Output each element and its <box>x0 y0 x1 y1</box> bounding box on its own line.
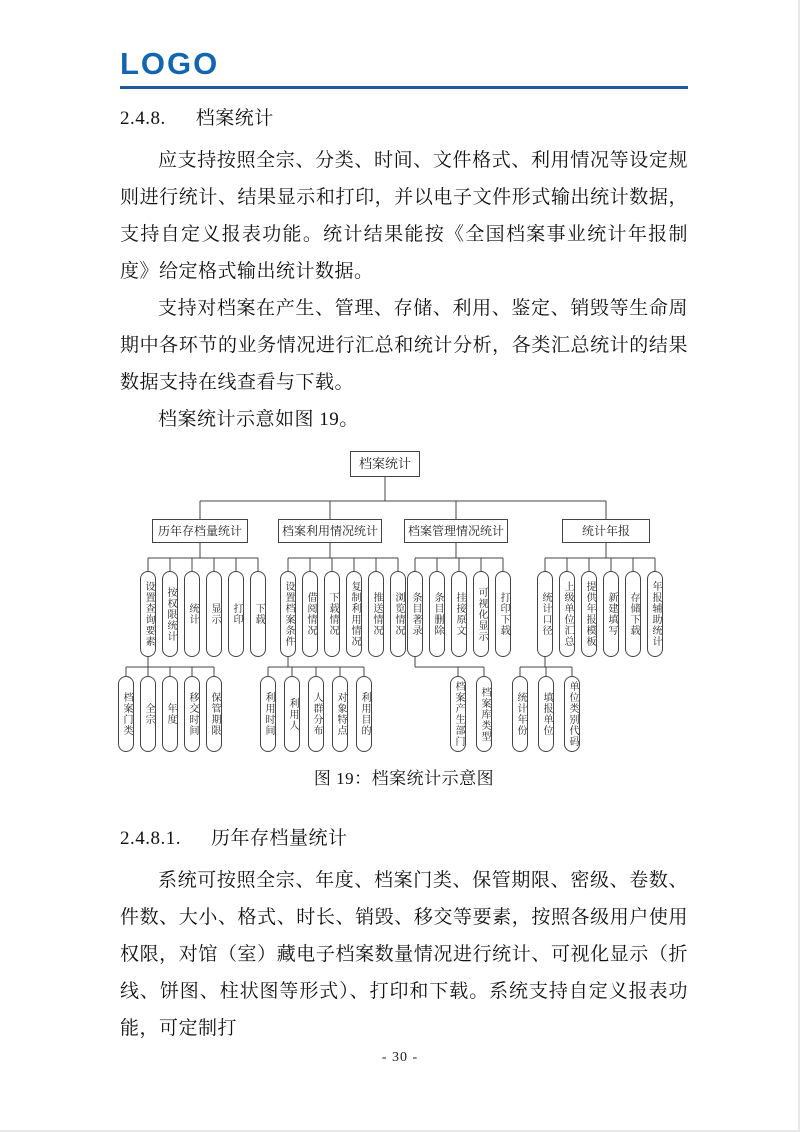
diagram-leaf-node: 统计口径 <box>537 571 553 657</box>
diagram-subleaf-node: 移交时间 <box>184 676 200 752</box>
diagram-leaf-node: 打印下载 <box>495 571 511 657</box>
diagram-leaf-node: 设置档案条件 <box>280 571 296 657</box>
diagram-subleaf-node: 利用目的 <box>356 676 372 752</box>
diagram-subleaf-node: 档案产生部门 <box>450 676 466 752</box>
diagram-subleaf-node: 人群分布 <box>308 676 324 752</box>
diagram-leaf-node: 条目删除 <box>429 571 445 657</box>
diagram-leaf-node: 新建填写 <box>603 571 619 657</box>
diagram-subleaf-node: 填报单位 <box>538 676 554 752</box>
diagram-leaf-node: 下载情况 <box>324 571 340 657</box>
page-content <box>0 46 800 1047</box>
diagram-subleaf-node: 统计年份 <box>512 676 528 752</box>
diagram-subleaf-node: 单位类别代码 <box>564 676 580 752</box>
diagram-leaf-node: 挂接原文 <box>451 571 467 657</box>
diagram-subleaf-node: 对象特点 <box>332 676 348 752</box>
diagram-leaf-node: 复制利用情况 <box>346 571 362 657</box>
diagram-leaf-node: 上级单位汇总 <box>559 571 575 657</box>
diagram-subleaf-node: 档案库类型 <box>476 676 492 752</box>
diagram-leaf-node: 提供年报模板 <box>581 571 597 657</box>
diagram-leaf-node: 显示 <box>206 571 222 657</box>
diagram-leaf-node: 设置查询要素 <box>140 571 156 657</box>
diagram-leaf-node: 可视化显示 <box>473 571 489 657</box>
diagram-branch-node: 档案利用情况统计 <box>278 519 382 543</box>
diagram-leaf-node: 按权限统计 <box>162 571 178 657</box>
section-number: 2.4.8.1. <box>120 828 181 849</box>
diagram-subleaf-node: 利用人 <box>284 676 300 752</box>
section-number: 2.4.8. <box>120 108 166 129</box>
paragraph-1: 应支持按照全宗、分类、时间、文件格式、利用情况等设定规则进行统计、结果显示和打印，并以电子文件形式输出统计数据，支持自定义报表功能。统计结果能按《全国档案事业统计年报制度》给定格式输出统计数据。 <box>120 150 688 282</box>
diagram-leaf-node: 存储下载 <box>625 571 641 657</box>
diagram-subleaf-node: 档案门类 <box>118 676 134 752</box>
diagram-leaf-node: 条目著录 <box>407 571 423 657</box>
diagram-subleaf-node: 利用时间 <box>260 676 276 752</box>
diagram-leaf-node: 年报辅助统计 <box>647 571 663 657</box>
archive-statistics-diagram <box>0 446 800 756</box>
section-heading-2481 <box>120 823 688 850</box>
diagram-subleaf-node: 全宗 <box>140 676 156 752</box>
section-title: 档案统计 <box>195 108 274 129</box>
diagram-subleaf-node: 保管期限 <box>206 676 222 752</box>
company-logo: LOGO <box>120 46 220 81</box>
diagram-leaf-node: 打印 <box>228 571 244 657</box>
page-number: - 30 - <box>381 1050 419 1065</box>
logo-underline <box>120 86 688 89</box>
section-heading-248 <box>120 103 688 130</box>
diagram-root-node: 档案统计 <box>350 451 420 477</box>
diagram-leaf-node: 浏览情况 <box>390 571 406 657</box>
diagram-leaf-node: 推送情况 <box>368 571 384 657</box>
diagram-branch-node: 统计年报 <box>562 519 650 543</box>
paragraph-3: 档案统计示意如图 19。 <box>158 409 359 430</box>
figure-caption: 图 19：档案统计示意图 <box>313 769 495 788</box>
diagram-subleaf-node: 年度 <box>162 676 178 752</box>
paragraph-2: 支持对档案在产生、管理、存储、利用、鉴定、销毁等生命周期中各环节的业务情况进行汇总和统计分析，各类汇总统计的结果数据支持在线查看与下载。 <box>120 298 688 393</box>
paragraph-4: 系统可按照全宗、年度、档案门类、保管期限、密级、卷数、件数、大小、格式、时长、销毁、移交等要素，按照各级用户使用权限，对馆（室）藏电子档案数量情况进行统计、可视化显示（折线、饼图、柱状图等形式）、打印和下载。系统支持自定义报表功能，可定制打 <box>120 870 688 1039</box>
diagram-leaf-node: 借阅情况 <box>302 571 318 657</box>
diagram-branch-node: 档案管理情况统计 <box>404 519 508 543</box>
diagram-leaf-node: 下载 <box>250 571 266 657</box>
section-title: 历年存档量统计 <box>211 828 348 849</box>
diagram-branch-node: 历年存档量统计 <box>152 519 248 543</box>
diagram-leaf-node: 统计 <box>184 571 200 657</box>
